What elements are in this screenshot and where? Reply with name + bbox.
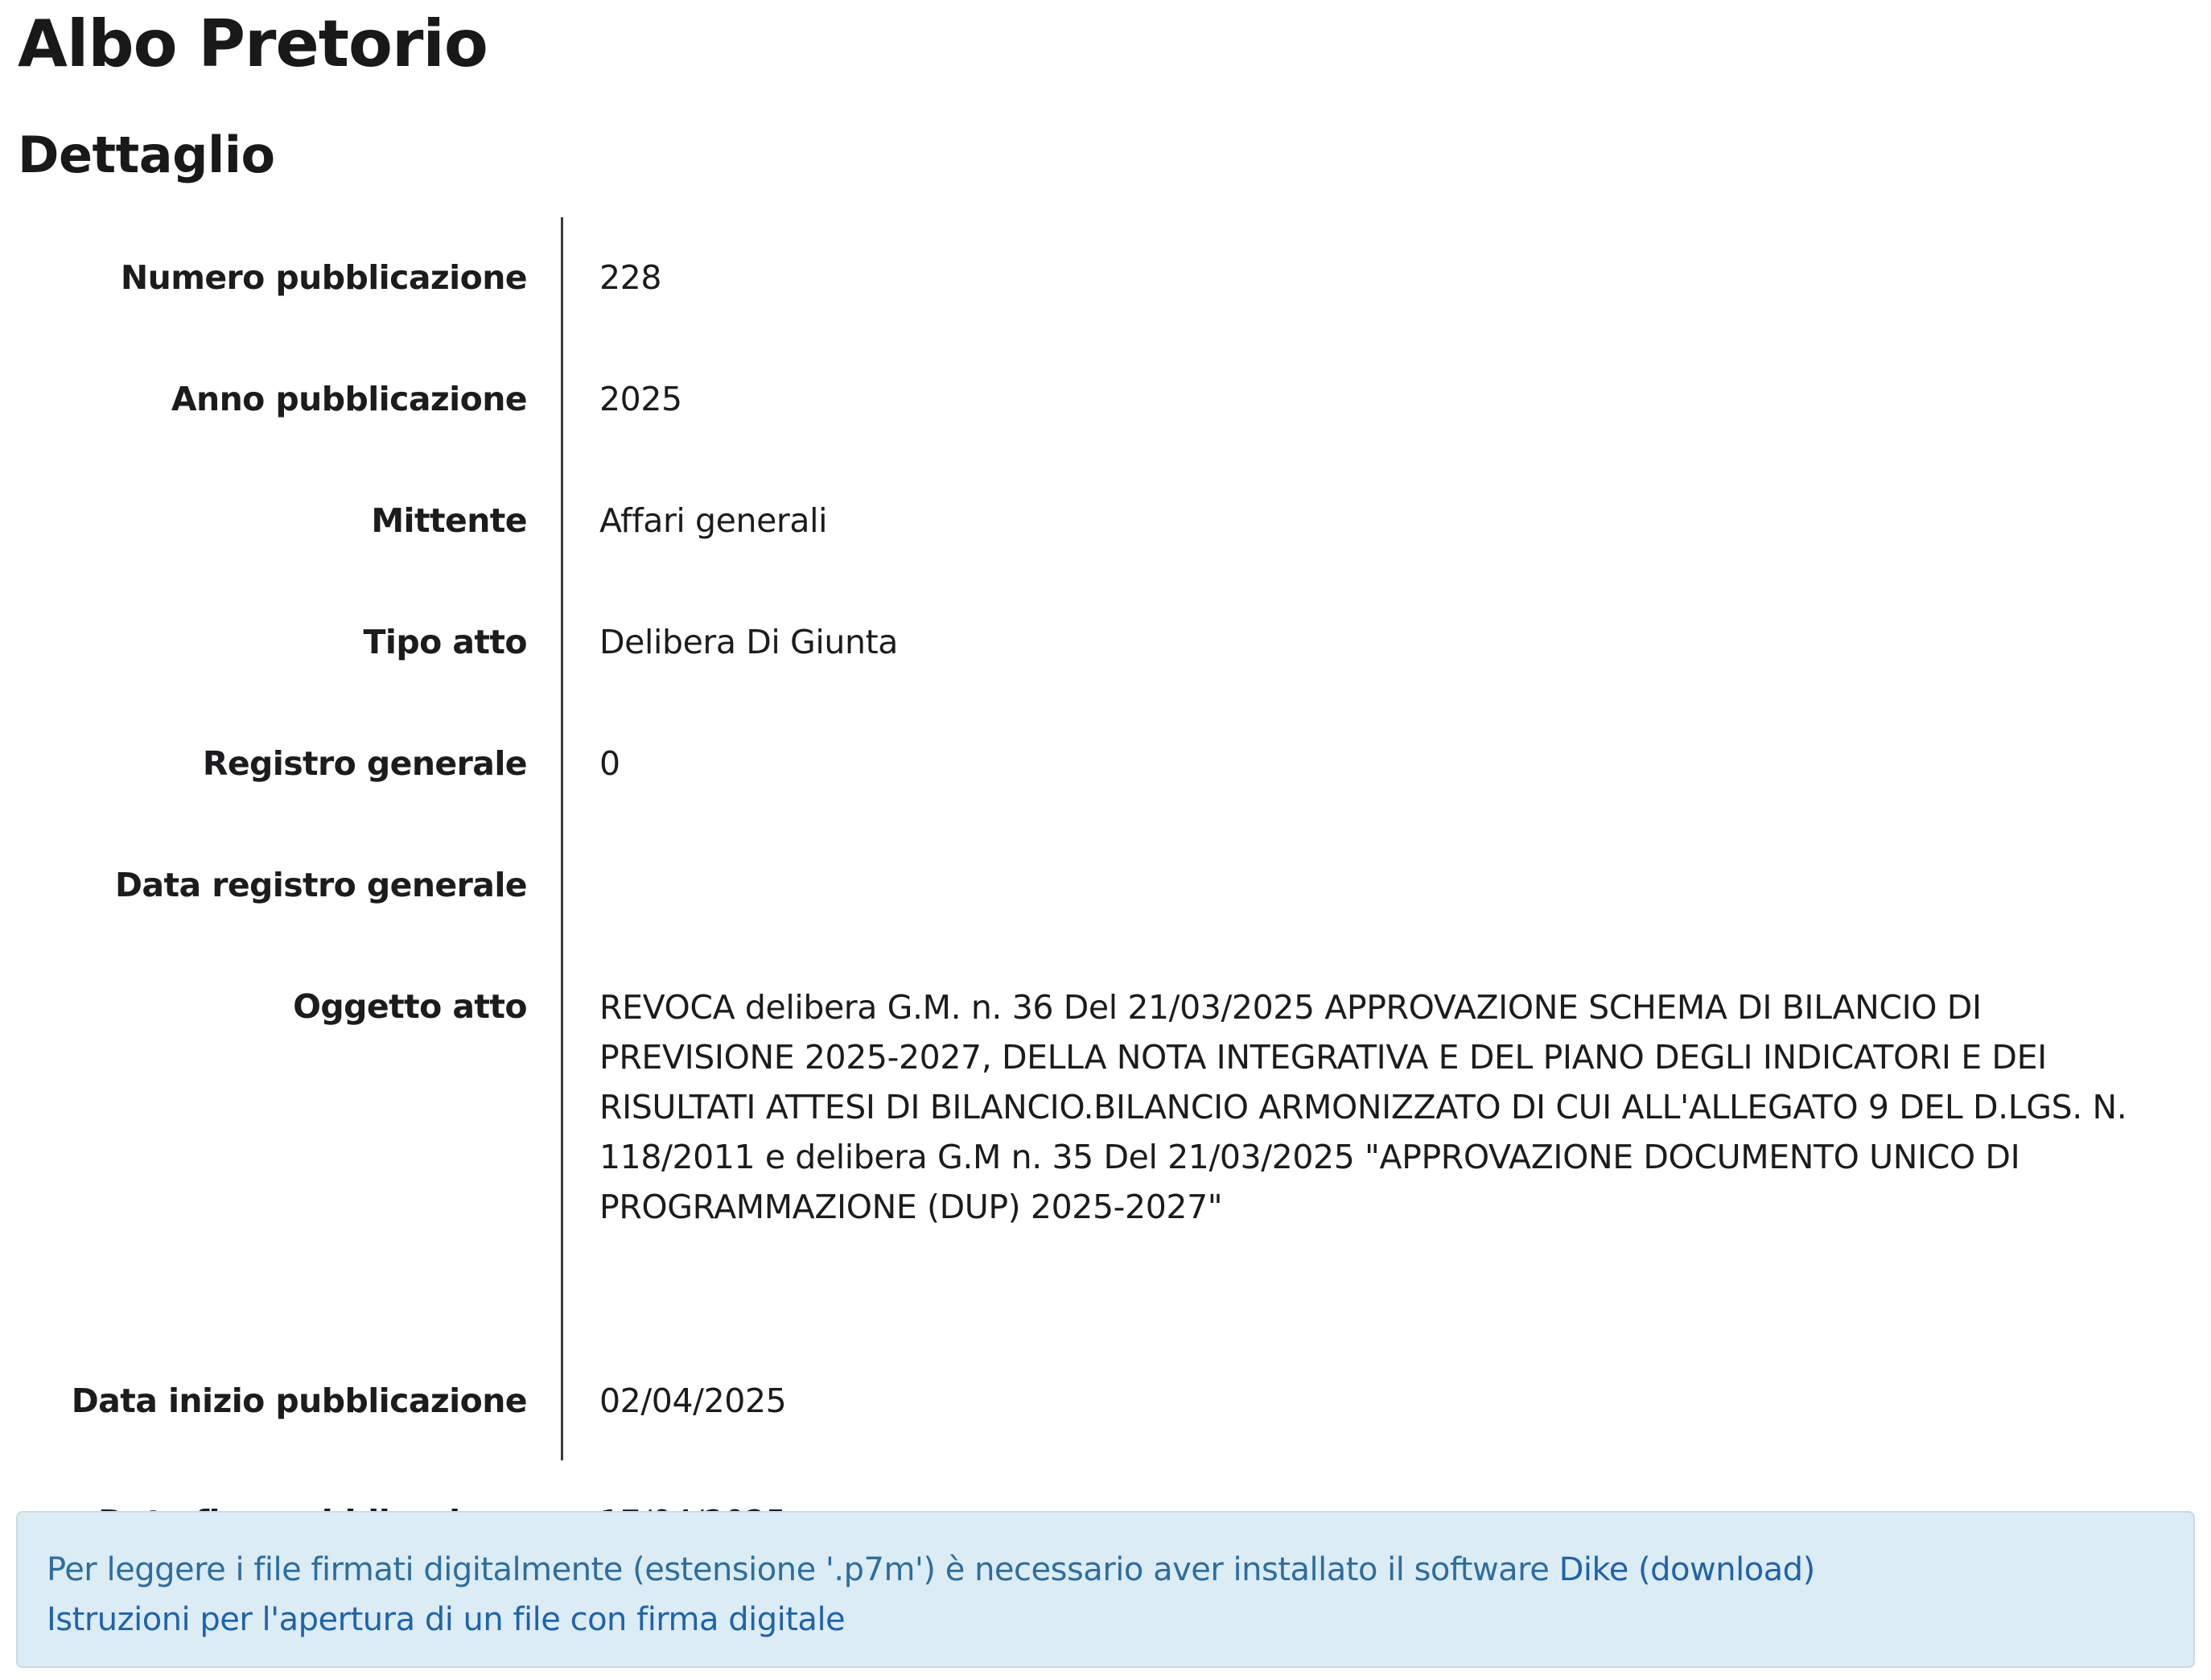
section-title: Dettaglio	[18, 126, 275, 184]
value-mittente: Affari generali	[599, 501, 828, 540]
callout-line-software	[47, 1545, 2164, 1595]
value-data-inizio-pubblicazione: 02/04/2025	[599, 1381, 787, 1420]
callout-text: Per leggere i file firmati digitalmente (estensione '.p7m') è necessario aver installato il software	[47, 1551, 1559, 1588]
label-data-registro-generale: Data registro generale	[114, 866, 527, 904]
label-anno-pubblicazione: Anno pubblicazione	[171, 380, 527, 418]
label-data-inizio-pubblicazione: Data inizio pubblicazione	[71, 1381, 527, 1420]
value-registro-generale: 0	[599, 744, 620, 783]
label-oggetto-atto: Oggetto atto	[293, 987, 527, 1026]
page-title: Albo Pretorio	[18, 6, 488, 81]
callout-line-instructions	[47, 1595, 2164, 1645]
value-numero-pubblicazione: 228	[599, 258, 662, 297]
info-callout	[16, 1511, 2195, 1668]
value-tipo-atto: Delibera Di Giunta	[599, 623, 898, 661]
label-mittente: Mittente	[371, 501, 527, 540]
label-registro-generale: Registro generale	[202, 744, 527, 783]
label-numero-pubblicazione: Numero pubblicazione	[120, 258, 527, 297]
value-oggetto-atto: REVOCA delibera G.M. n. 36 Del 21/03/2025 APPROVAZIONE SCHEMA DI BILANCIO DI PREVISIONE 2025-2027, DELLA NOTA INTEGRATIVA E DEL PIANO DEGLI INDICATORI E DEI RISULTATI ATTESI DI BILANCIO.BILANCIO ARMONIZZATO DI CUI ALL'ALLEGATO 9 DEL D.LGS. N. 118/2011 e delibera G.M n. 35 Del 21/03/2025 "APPROVAZIONE DOCUMENTO UNICO DI PROGRAMMAZIONE (DUP) 2025-2027"	[599, 988, 2127, 1226]
detail-list	[0, 217, 2211, 1460]
instructions-link[interactable]: Istruzioni per l'apertura di un file con firma digitale	[47, 1601, 846, 1638]
dike-download-link[interactable]: Dike (download)	[1558, 1551, 1815, 1588]
label-tipo-atto: Tipo atto	[363, 623, 527, 661]
value-anno-pubblicazione: 2025	[599, 380, 682, 418]
